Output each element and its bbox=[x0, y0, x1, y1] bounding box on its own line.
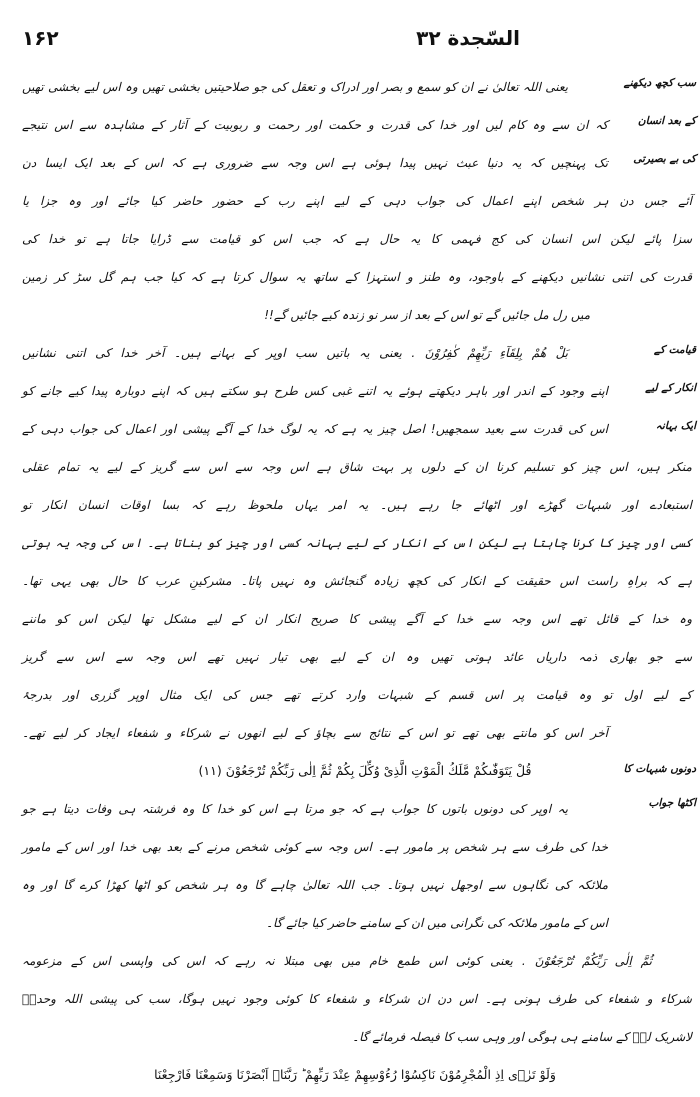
text-line: کسی اور چیز کا کرنا چاہتا ہے لیکن اس کے انکار کے لیے بہانہ کسی اور چیز کو بناتا ہے۔ اس کی وجہ یہ ہوتی bbox=[22, 536, 692, 550]
text-line: شرکاء و شفعاء کی طرف ہونی ہے۔ اس دن ان شرکاء و شفعاء کا کوئی وجود نہیں ہوگا، سب کی پیشی اللہ وحدہٗ bbox=[22, 992, 692, 1006]
text-line: ہے کہ براہِ راست اس حقیقت کے انکار کی کچھ زیادہ گنجائش وہ نہیں پاتا۔ مشرکینِ عرب کا حال بھی یہی تھا۔ bbox=[22, 574, 692, 588]
margin-note: سب کچھ دیکھنے bbox=[623, 77, 696, 89]
text-line: آئے جس دن ہر شخص اپنے اعمال کی جواب دہی کے لیے اپنے رب کے حضور حاضر کیا جائے اور وہ جزا یا bbox=[22, 194, 692, 208]
text-line: ملائکہ کی نگاہوں سے اوجھل نہیں ہوتا۔ جب اللہ تعالیٰ چاہے گا وہ ہر شخص کو اٹھا کھڑا کرے گا اور وہ bbox=[22, 878, 608, 892]
text-line: یعنی اللہ تعالیٰ نے ان کو سمع و بصر اور ادراک و تعقل کی جو صلاحیتیں بخشی تھیں وہ اس لیے بخشی تھیں bbox=[22, 80, 568, 94]
page-number: ۱۶۲ bbox=[22, 26, 59, 50]
margin-note: کے بعد انسان bbox=[637, 115, 696, 127]
text-line: استبعادے اور شبہات گھڑے اور اٹھائے جا رہے ہیں۔ یہ امر یہاں ملحوظ رہے کہ بسا اوقات انسان انکار تو bbox=[22, 498, 692, 512]
text-line: کہ ان سے وہ کام لیں اور خدا کی قدرت و حکمت اور رحمت و ربوبیت کے آثار کے مشاہدہ سے اس نتیجے bbox=[22, 118, 608, 132]
text-line: تک پہنچیں کہ یہ دنیا عبث نہیں پیدا ہوئی ہے اس وجہ سے ضروری ہے کہ اس کے بعد ایک ایسا دن bbox=[22, 156, 608, 170]
text-line: قدرت کی اتنی نشانیں دیکھنے کے باوجود، وہ طنز و استہزا کے ساتھ یہ سوال کرتا ہے کہ کیا جب ہم گل سڑ کر زمین bbox=[22, 270, 692, 284]
text-line: منکر ہیں، اس چیز کو تسلیم کرنا ان کے دلوں پر بہت شاق ہے اس وجہ سے اس سے گریز کے لیے یہ تمام عقلی bbox=[22, 460, 692, 474]
text-line: خدا کی طرف سے ہر شخص پر مامور ہے۔ اس وجہ سے کوئی شخص مرنے کے بعد بھی خدا اور اس کے مامور bbox=[22, 840, 608, 854]
text-line: اس کے مامور ملائکہ کی نگرانی میں ان کے سامنے حاضر کیا جائے گا۔ bbox=[266, 916, 608, 930]
text-line: اس کی قدرت سے بعید سمجھیں! اصل چیز یہ ہے کہ یہ لوگ خدا کے آگے پیشی اور اعمال کی جواب دہی کے bbox=[22, 422, 608, 436]
margin-note: ایک بہانہ bbox=[655, 420, 696, 432]
margin-note: انکار کے لیے bbox=[645, 382, 696, 394]
margin-note: دونوں شبہات کا bbox=[623, 763, 696, 775]
margin-note: قیامت کے bbox=[653, 344, 696, 356]
text-line: یہ اوپر کی دونوں باتوں کا جواب ہے کہ جو مرتا ہے اس کو خدا کا وہ فرشتہ ہی وفات دیتا ہے جو bbox=[22, 802, 568, 816]
surah-title: السّجدة ۳۲ bbox=[416, 26, 520, 50]
text-line: میں رل مل جائیں گے تو اس کے بعد از سر نو زندہ کیے جائیں گے!! bbox=[264, 308, 590, 322]
text-line: اپنے وجود کے اندر اور باہر دیکھتے ہوئے یہ اتنے غبی کس طرح ہو سکتے ہیں کہ اپنے دوبارہ پیدا کیے جانے کو bbox=[22, 384, 608, 398]
quran-verse: وَلَوْ تَرٰۤى اِذِ الْمُجْرِمُوْنَ نَاكِسُوْا رُءُوْسِهِمْ عِنْدَ رَبِّهِمْ ؕ رَبَّنَاۤ اَبْصَرْنَا وَسَمِعْنَا فَارْجِعْنَا bbox=[154, 1067, 556, 1082]
text-line: ثُمَّ اِلٰى رَبِّكُمْ تُرْجَعُوْنَ . یعنی کوئی اس طمع خام میں بھی مبتلا نہ رہے کہ اس کی واپسی اس کے مزعومہ bbox=[22, 954, 652, 968]
text-line: کے لیے اول تو وہ قیامت پر اس قسم کے شبہات وارد کرتے تھے جس کی ایک مثال اوپر گزری اور بدرجۂ bbox=[22, 688, 692, 702]
margin-note: اکٹھا جواب bbox=[648, 797, 696, 809]
text-line: بَلْ هُمْ بِلِقَآءِ رَبِّهِمْ كٰفِرُوْنَ . یعنی یہ باتیں سب اوپر کے بہانے ہیں۔ آخر خدا کی اتنی نشانیں bbox=[22, 346, 568, 360]
text-line: وہ خدا کے قائل تھے اس وجہ سے خدا کے آگے پیشی کا صریح انکار ان کے لیے مشکل تھا لیکن اس کو ماننے bbox=[22, 612, 692, 626]
text-line: سے جو بھاری ذمہ داریاں عائد ہوتی تھیں وہ ان کے لیے بھی تیار نہیں تھے اس وجہ سے اس سے گریز bbox=[22, 650, 692, 664]
quran-verse: قُلْ يَتَوَفّٰىكُمْ مَّلَكُ الْمَوْتِ الَّذِیْ وُكِّلَ بِكُمْ ثُمَّ اِلٰى رَبِّكُمْ تُرْجَعُوْنَ (۱۱) bbox=[198, 763, 532, 778]
text-line: لاشریک لہٗ کے سامنے ہی ہوگی اور وہی سب کا فیصلہ فرمائے گا۔ bbox=[352, 1030, 692, 1044]
text-line: آخر اس کو مانتے بھی تھے تو اس کے نتائج سے بچاؤ کے لیے انھوں نے شرکاء و شفعاء ایجاد کر لیے تھے۔ bbox=[22, 726, 608, 740]
margin-note: کی بے بصیرتی bbox=[633, 153, 696, 165]
text-line: سزا پائے لیکن اس انسان کی کج فہمی کا یہ حال ہے کہ جب اس کو قیامت سے ڈرایا جاتا ہے تو خدا کی bbox=[22, 232, 692, 246]
